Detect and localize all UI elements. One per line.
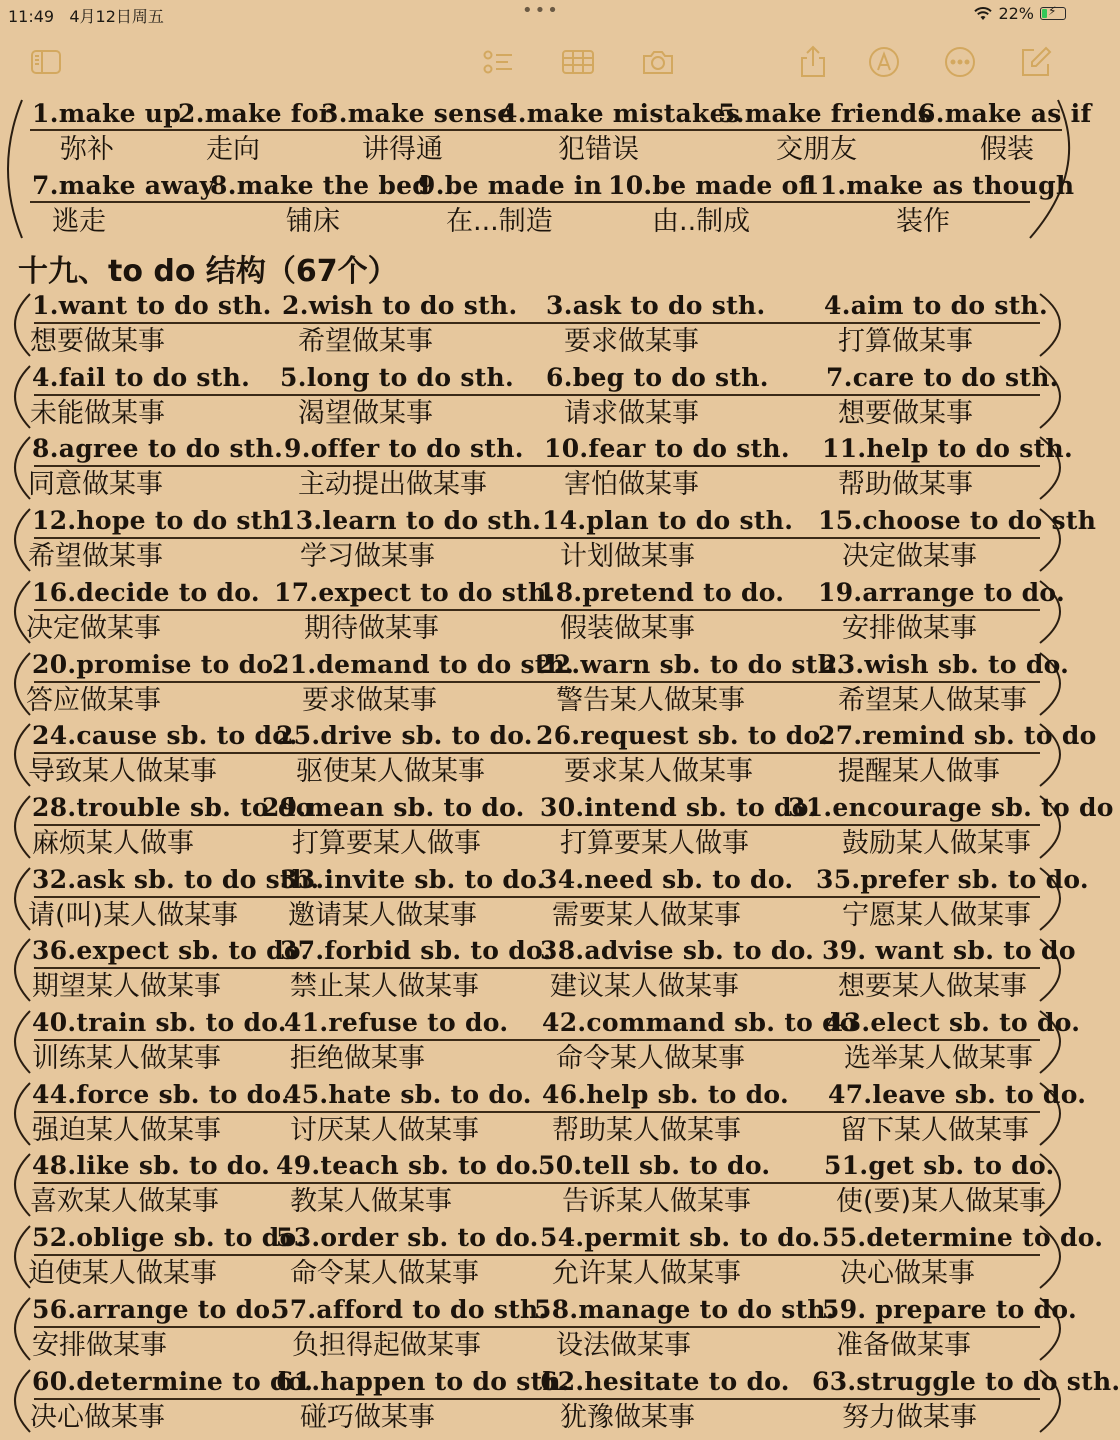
phrase-zh: 邀请某人做某事 (288, 900, 477, 931)
phrase-en: 17.expect to do sth. (274, 578, 556, 607)
phrase-row (0, 862, 1089, 934)
phrase-en: 31.encourage sb. to do (788, 793, 1114, 822)
make-phrase-zh: 走向 (206, 134, 260, 165)
make-phrase-en: 5.make friends (718, 99, 932, 128)
phrase-en: 26.request sb. to do. (536, 721, 830, 750)
phrase-en: 25.drive sb. to do. (276, 721, 533, 750)
phrase-zh: 训练某人做某事 (32, 1043, 221, 1074)
phrase-zh: 迫使某人做某事 (28, 1258, 217, 1289)
phrase-zh: 帮助做某事 (838, 469, 973, 500)
make-phrase-en: 9.be made in (418, 171, 603, 200)
share-icon[interactable] (795, 44, 831, 80)
more-icon[interactable] (942, 44, 978, 80)
phrase-row (0, 790, 1114, 862)
phrase-en: 61.happen to do sth. (276, 1367, 570, 1396)
phrase-zh: 禁止某人做某事 (290, 971, 479, 1002)
phrase-en: 44.force sb. to do. (32, 1080, 290, 1109)
phrase-en: 30.intend sb. to do. (540, 793, 818, 822)
phrase-zh: 想要某人做某事 (838, 971, 1027, 1002)
phrase-en: 54.permit sb. to do. (540, 1223, 821, 1252)
phrase-row (0, 933, 1080, 1005)
phrase-row (0, 718, 1097, 790)
make-phrase-zh: 讲得通 (362, 134, 443, 165)
phrase-zh: 期望某人做某事 (32, 971, 221, 1002)
phrase-row (0, 1077, 1087, 1149)
phrase-zh: 麻烦某人做事 (32, 828, 194, 859)
phrase-zh: 使(要)某人做某事 (836, 1186, 1047, 1217)
phrase-zh: 希望做某事 (298, 326, 433, 357)
phrase-en: 37.forbid sb. to do. (280, 936, 552, 965)
make-phrase-zh: 假装 (980, 134, 1034, 165)
phrase-zh: 设法做某事 (556, 1330, 691, 1361)
phrase-en: 62.hesitate to do. (540, 1367, 790, 1396)
phrase-en: 59. prepare to do. (822, 1295, 1077, 1324)
phrase-zh: 安排做某事 (32, 1330, 167, 1361)
phrase-zh: 喜欢某人做某事 (30, 1186, 219, 1217)
phrase-zh: 教某人做某事 (290, 1186, 452, 1217)
phrase-zh: 帮助某人做某事 (552, 1115, 741, 1146)
phrase-en: 15.choose to do sth (818, 506, 1097, 535)
phrase-en: 18.pretend to do. (538, 578, 785, 607)
phrase-zh: 要求某人做某事 (564, 756, 753, 787)
phrase-zh: 努力做某事 (842, 1402, 977, 1433)
phrase-en: 10.fear to do sth. (544, 434, 790, 463)
phrase-en: 11.help to do sth. (822, 434, 1073, 463)
section-heading: 十九、to do 结构（67个） (18, 254, 398, 289)
phrase-zh: 打算要某人做事 (560, 828, 749, 859)
phrase-en: 52.oblige sb. to do. (32, 1223, 306, 1252)
phrase-en: 38.advise sb. to do. (540, 936, 815, 965)
left-bracket (15, 294, 30, 356)
phrase-zh: 想要做某事 (30, 326, 165, 357)
phrase-zh: 决定做某事 (26, 613, 161, 644)
phrase-en: 14.plan to do sth. (542, 506, 794, 535)
phrase-zh: 宁愿某人做某事 (842, 900, 1031, 931)
make-phrases-group (0, 96, 1092, 242)
make-phrase-zh: 由..制成 (652, 206, 751, 237)
phrase-zh: 请(叫)某人做某事 (28, 900, 239, 931)
phrase-zh: 同意做某事 (28, 469, 163, 500)
phrase-zh: 负担得起做某事 (292, 1330, 481, 1361)
phrase-en: 13.learn to do sth. (278, 506, 542, 535)
phrase-en: 42.command sb. to do (542, 1008, 857, 1037)
phrase-zh: 决定做某事 (842, 541, 977, 572)
phrase-zh: 渴望做某事 (298, 398, 433, 429)
status-date: 4月12日周五 (69, 7, 164, 26)
make-phrase-zh: 交朋友 (776, 134, 857, 165)
battery-percent: 22% (998, 4, 1034, 23)
phrase-en: 9.offer to do sth. (284, 434, 524, 463)
phrase-en: 34.need sb. to do. (540, 865, 794, 894)
make-phrase-zh: 逃走 (52, 206, 106, 237)
phrase-en: 5.long to do sth. (280, 363, 515, 392)
phrase-zh: 告诉某人做某事 (562, 1186, 751, 1217)
phrase-zh: 打算要某人做事 (292, 828, 481, 859)
phrase-row (0, 1005, 1080, 1077)
phrase-en: 33.invite sb. to do. (280, 865, 546, 894)
phrase-zh: 允许某人做某事 (552, 1258, 741, 1289)
phrase-row (0, 503, 1097, 575)
phrase-zh: 碰巧做某事 (300, 1402, 435, 1433)
phrase-zh: 驱使某人做某事 (296, 756, 485, 787)
phrase-en: 2.wish to do sth. (282, 291, 518, 320)
phrase-en: 4.aim to do sth. (824, 291, 1049, 320)
phrase-en: 47.leave sb. to do. (828, 1080, 1087, 1109)
make-phrase-en: 1.make up (32, 99, 182, 128)
phrase-row (0, 431, 1080, 503)
make-phrase-zh: 在...制造 (446, 206, 553, 237)
status-time: 11:49 4月12日周五 (8, 7, 164, 26)
phrase-zh: 希望某人做某事 (838, 685, 1027, 716)
phrase-en: 56.arrange to do. (32, 1295, 279, 1324)
left-bracket (15, 796, 30, 858)
phrase-en: 35.prefer sb. to do. (816, 865, 1089, 894)
phrase-en: 22.warn sb. to do sth. (536, 650, 846, 679)
camera-icon[interactable] (640, 44, 676, 80)
battery-icon: ⚡ (1040, 7, 1066, 20)
phrase-zh: 学习做某事 (300, 541, 435, 572)
phrase-zh: 选举某人做某事 (844, 1043, 1033, 1074)
phrase-row (0, 647, 1080, 719)
phrase-en: 12.hope to do sth. (32, 506, 291, 535)
phrase-en: 50.tell sb. to do. (538, 1151, 771, 1180)
phrase-zh: 假装做某事 (560, 613, 695, 644)
phrase-en: 20.promise to do. (32, 650, 282, 679)
phrase-en: 8.agree to do sth. (32, 434, 284, 463)
phrase-zh: 要求做某事 (302, 685, 437, 716)
phrase-zh: 警告某人做某事 (556, 685, 745, 716)
phrase-row (0, 1148, 1080, 1220)
phrase-en: 16.decide to do. (32, 578, 260, 607)
phrase-en: 32.ask sb. to do sth. (32, 865, 320, 894)
phrase-row (0, 1220, 1104, 1292)
phrase-en: 63.struggle to do sth. (812, 1367, 1120, 1396)
make-phrase-zh: 装作 (896, 206, 950, 237)
make-phrase-zh: 弥补 (60, 134, 114, 165)
phrase-en: 24.cause sb. to do. (32, 721, 298, 750)
phrase-en: 39. want sb. to do (822, 936, 1076, 965)
make-phrase-en: 10.be made of (608, 171, 810, 200)
multitask-dots-icon[interactable]: ••• (522, 0, 560, 21)
make-phrase-zh: 犯错误 (558, 134, 639, 165)
phrase-zh: 打算做某事 (838, 326, 973, 357)
phrase-zh: 希望做某事 (28, 541, 163, 572)
left-bracket (15, 1154, 30, 1216)
phrase-zh: 强迫某人做某事 (32, 1115, 221, 1146)
make-phrase-zh: 铺床 (286, 206, 340, 237)
phrase-en: 43.elect sb. to do. (826, 1008, 1081, 1037)
notes-toolbar (0, 40, 1080, 84)
phrase-zh: 建议某人做某事 (550, 971, 739, 1002)
phrase-zh: 主动提出做某事 (298, 469, 487, 500)
left-bracket (15, 366, 30, 428)
phrase-en: 1.want to do sth. (32, 291, 272, 320)
phrase-zh: 期待做某事 (304, 613, 439, 644)
checklist-icon[interactable] (480, 44, 516, 80)
phrase-zh: 鼓励某人做某事 (842, 828, 1031, 859)
phrase-row (0, 1364, 1120, 1436)
phrase-en: 23.wish sb. to do. (820, 650, 1070, 679)
wifi-icon (974, 7, 992, 21)
phrase-en: 4.fail to do sth. (32, 363, 251, 392)
phrase-zh: 讨厌某人做某事 (290, 1115, 479, 1146)
phrase-zh: 留下某人做某事 (840, 1115, 1029, 1146)
phrase-en: 60.determine to do. (32, 1367, 314, 1396)
sidebar-icon[interactable] (28, 44, 64, 80)
phrase-zh: 决心做某事 (840, 1258, 975, 1289)
phrase-zh: 想要做某事 (838, 398, 973, 429)
phrase-en: 58.manage to do sth. (534, 1295, 835, 1324)
phrase-zh: 计划做某事 (560, 541, 695, 572)
phrase-row (0, 575, 1080, 647)
phrase-en: 7.care to do sth. (826, 363, 1059, 392)
phrase-en: 45.hate sb. to do. (284, 1080, 532, 1109)
phrase-zh: 要求做某事 (564, 326, 699, 357)
make-phrase-en: 2.make for (178, 99, 333, 128)
phrase-zh: 准备做某事 (836, 1330, 971, 1361)
make-phrase-en: 7.make away (32, 171, 215, 200)
markup-icon[interactable] (866, 44, 902, 80)
phrase-zh: 决心做某事 (30, 1402, 165, 1433)
phrase-zh: 害怕做某事 (564, 469, 699, 500)
status-bar (0, 0, 1080, 28)
left-bracket (15, 1083, 30, 1145)
phrase-row (0, 360, 1080, 432)
make-phrase-en: 4.make mistakes (500, 99, 741, 128)
phrase-en: 46.help sb. to do. (542, 1080, 789, 1109)
phrase-en: 51.get sb. to do. (824, 1151, 1055, 1180)
table-icon[interactable] (560, 44, 596, 80)
compose-icon[interactable] (1018, 44, 1054, 80)
phrase-en: 57.afford to do sth. (272, 1295, 548, 1324)
phrase-en: 3.ask to do sth. (546, 291, 766, 320)
phrase-en: 19.arrange to do. (818, 578, 1065, 607)
phrase-zh: 答应做某事 (26, 685, 161, 716)
phrase-zh: 拒绝做某事 (290, 1043, 425, 1074)
phrase-en: 6.beg to do sth. (546, 363, 769, 392)
phrase-en: 48.like sb. to do. (32, 1151, 271, 1180)
phrase-en: 21.demand to do sth. (272, 650, 575, 679)
make-phrase-en: 11.make as though (802, 171, 1075, 200)
phrase-zh: 未能做某事 (30, 398, 165, 429)
phrase-zh: 请求做某事 (564, 398, 699, 429)
phrase-en: 29.mean sb. to do. (262, 793, 525, 822)
phrase-en: 36.expect sb. to do. (32, 936, 310, 965)
phrase-en: 40.train sb. to do. (32, 1008, 287, 1037)
phrase-zh: 提醒某人做事 (838, 756, 1000, 787)
make-phrase-en: 8.make the bed (210, 171, 431, 200)
left-bracket (15, 1298, 30, 1360)
phrase-en: 27.remind sb. to do (818, 721, 1097, 750)
make-phrase-en: 6.make as if (918, 99, 1092, 128)
left-bracket (15, 939, 30, 1001)
phrase-zh: 命令某人做某事 (290, 1258, 479, 1289)
phrase-en: 53.order sb. to do. (276, 1223, 539, 1252)
phrase-zh: 导致某人做某事 (28, 756, 217, 787)
phrase-en: 41.refuse to do. (284, 1008, 509, 1037)
phrase-en: 28.trouble sb. to do (32, 793, 313, 822)
phrase-en: 55.determine to do. (822, 1223, 1104, 1252)
phrase-row (0, 1292, 1080, 1364)
make-phrase-en: 3.make sense (321, 99, 514, 128)
phrase-zh: 犹豫做某事 (560, 1402, 695, 1433)
phrase-zh: 需要某人做某事 (552, 900, 741, 931)
left-bracket (15, 1370, 30, 1432)
left-bracket (15, 1011, 30, 1073)
phrase-zh: 命令某人做某事 (556, 1043, 745, 1074)
phrase-row (0, 288, 1080, 360)
phrase-en: 49.teach sb. to do. (276, 1151, 540, 1180)
phrase-zh: 安排做某事 (842, 613, 977, 644)
